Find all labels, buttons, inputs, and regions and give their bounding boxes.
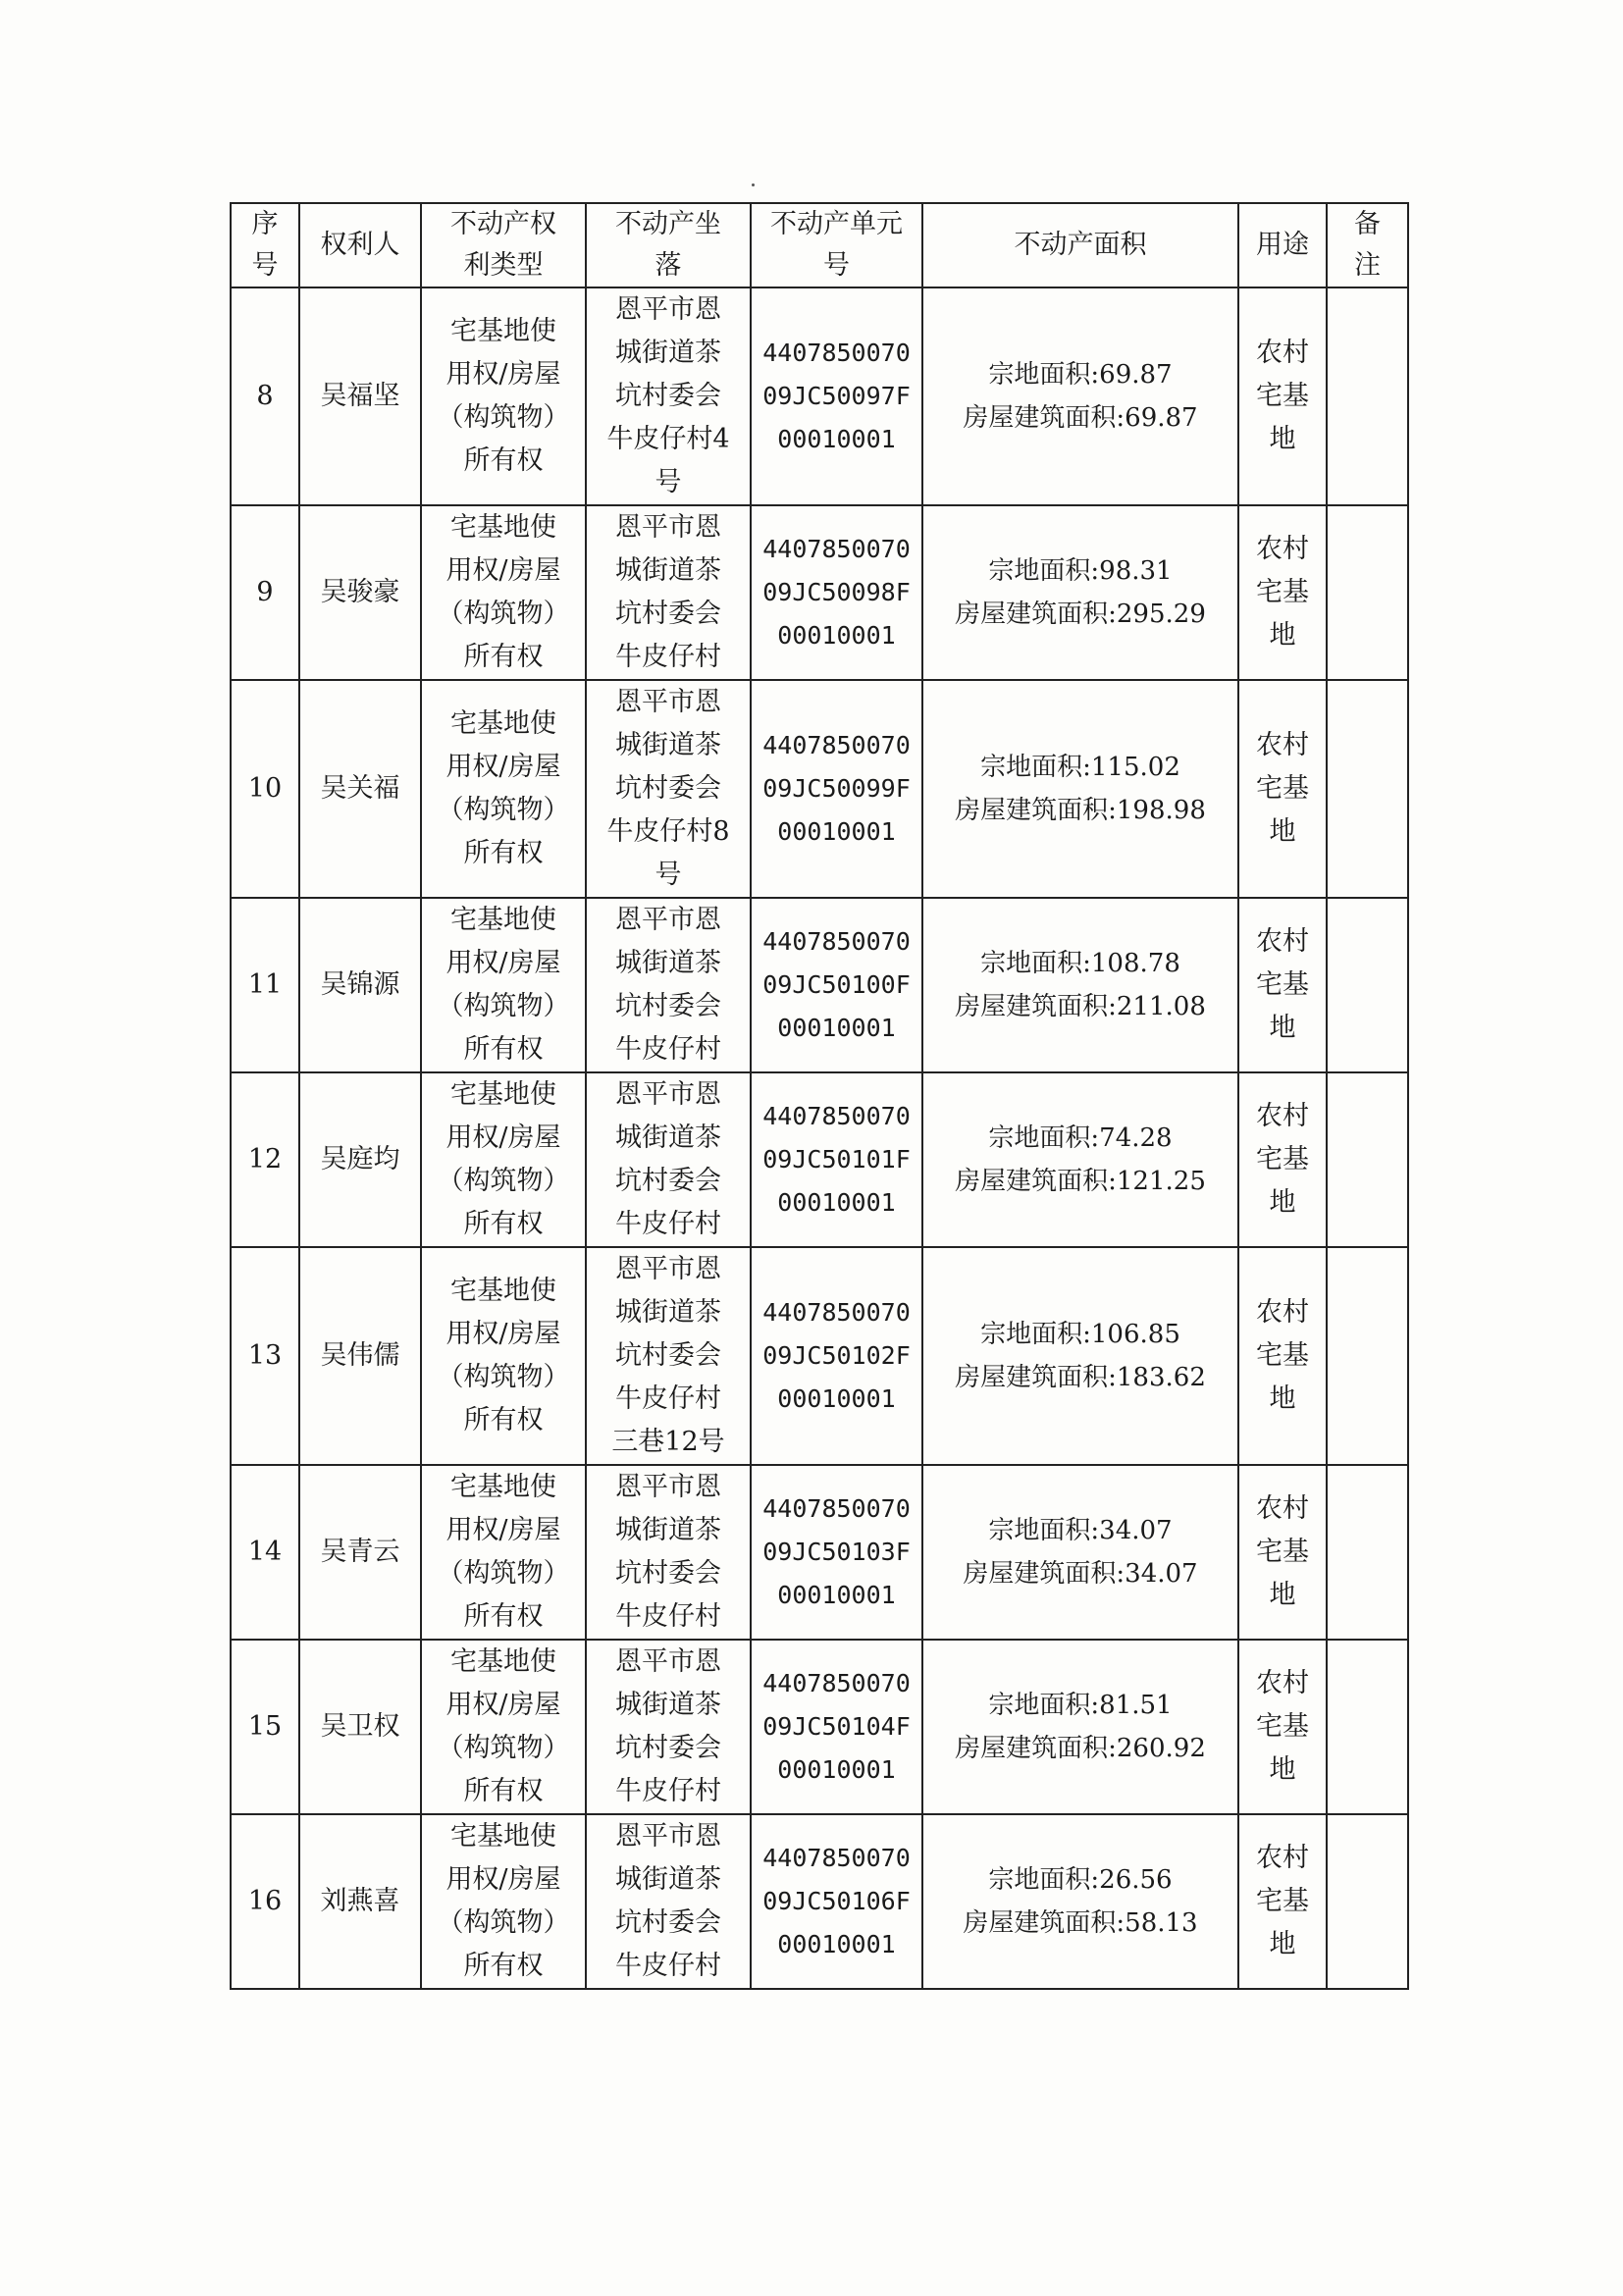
cell-note	[1327, 1072, 1408, 1247]
cell-location	[586, 1465, 751, 1640]
cell-area	[922, 1465, 1238, 1640]
cell-unit-no	[751, 1640, 922, 1814]
cell-right-type-text: 宅基地使 用权/房屋 （构筑物） 所有权	[437, 1472, 570, 1632]
cell-seq-text: 11	[247, 969, 283, 1000]
cell-right-type	[421, 1640, 586, 1814]
property-register-table	[230, 202, 1409, 1990]
table-row	[231, 680, 1408, 898]
cell-location	[586, 898, 751, 1072]
cell-right-type-text: 宅基地使 用权/房屋 （构筑物） 所有权	[437, 1646, 570, 1806]
header-seq: 序 号	[231, 203, 299, 287]
cell-location-text: 恩平市恩 城街道茶 坑村委会 牛皮仔村	[615, 1472, 721, 1632]
cell-use	[1238, 1814, 1327, 1989]
cell-use-text: 农村 宅基 地	[1256, 730, 1309, 847]
cell-owner-text: 吴卫权	[320, 1711, 400, 1742]
cell-use-text: 农村 宅基 地	[1256, 1493, 1309, 1610]
land-area-value: 宗地面积:98.31	[988, 556, 1173, 586]
cell-right-type	[421, 287, 586, 505]
cell-owner-text: 吴青云	[320, 1537, 400, 1567]
cell-location	[586, 505, 751, 680]
cell-location-text: 恩平市恩 城街道茶 坑村委会 牛皮仔村	[615, 1079, 721, 1239]
cell-area	[922, 898, 1238, 1072]
cell-note	[1327, 1247, 1408, 1465]
cell-location	[586, 1072, 751, 1247]
header-area: 不动产面积	[922, 203, 1238, 287]
cell-unit-no	[751, 505, 922, 680]
cell-location-text: 恩平市恩 城街道茶 坑村委会 牛皮仔村	[615, 1821, 721, 1981]
cell-seq	[231, 1072, 299, 1247]
cell-note	[1327, 1465, 1408, 1640]
cell-right-type	[421, 1465, 586, 1640]
cell-use-text: 农村 宅基 地	[1256, 534, 1309, 651]
cell-owner-text: 吴庭均	[320, 1144, 400, 1174]
cell-location-text: 恩平市恩 城街道茶 坑村委会 牛皮仔村8 号	[606, 687, 730, 890]
cell-seq	[231, 1465, 299, 1640]
land-area-value: 宗地面积:106.85	[980, 1320, 1180, 1349]
building-area-value: 房屋建筑面积:58.13	[963, 1908, 1198, 1938]
cell-owner	[299, 1247, 421, 1465]
cell-right-type	[421, 505, 586, 680]
cell-use-text: 农村 宅基 地	[1256, 1297, 1309, 1414]
cell-right-type	[421, 898, 586, 1072]
header-use: 用途	[1238, 203, 1327, 287]
cell-use	[1238, 1465, 1327, 1640]
table-row	[231, 1247, 1408, 1465]
cell-right-type	[421, 1247, 586, 1465]
cell-seq	[231, 1640, 299, 1814]
cell-use-text: 农村 宅基 地	[1256, 926, 1309, 1043]
cell-unit-no-text: 4407850070 09JC50104F 00010001	[762, 1669, 911, 1784]
table-row	[231, 1465, 1408, 1640]
cell-right-type	[421, 1814, 586, 1989]
cell-unit-no	[751, 1247, 922, 1465]
cell-seq	[231, 680, 299, 898]
land-area-value: 宗地面积:108.78	[980, 949, 1180, 978]
cell-note	[1327, 287, 1408, 505]
cell-right-type-text: 宅基地使 用权/房屋 （构筑物） 所有权	[437, 905, 570, 1065]
cell-unit-no-text: 4407850070 09JC50099F 00010001	[762, 731, 911, 846]
land-area-value: 宗地面积:81.51	[988, 1691, 1173, 1720]
cell-location-text: 恩平市恩 城街道茶 坑村委会 牛皮仔村	[615, 512, 721, 672]
building-area-value: 房屋建筑面积:211.08	[955, 992, 1206, 1021]
cell-owner-text: 吴锦源	[320, 969, 400, 1000]
cell-owner-text: 吴关福	[320, 773, 400, 804]
cell-unit-no	[751, 680, 922, 898]
cell-owner	[299, 1640, 421, 1814]
table-row	[231, 1814, 1408, 1989]
cell-right-type	[421, 680, 586, 898]
cell-owner-text: 吴骏豪	[320, 577, 400, 607]
cell-unit-no	[751, 1814, 922, 1989]
cell-use	[1238, 680, 1327, 898]
cell-use	[1238, 1072, 1327, 1247]
cell-use-text: 农村 宅基 地	[1256, 1843, 1309, 1959]
cell-seq-text: 9	[256, 577, 274, 607]
cell-seq-text: 10	[247, 773, 283, 804]
cell-note	[1327, 1640, 1408, 1814]
building-area-value: 房屋建筑面积:69.87	[963, 403, 1198, 433]
cell-unit-no	[751, 1465, 922, 1640]
cell-location	[586, 1814, 751, 1989]
property-register-table-wrapper	[230, 202, 1409, 1990]
cell-owner-text: 吴福坚	[320, 381, 400, 411]
cell-location-text: 恩平市恩 城街道茶 坑村委会 牛皮仔村 三巷12号	[611, 1254, 725, 1457]
cell-use	[1238, 1640, 1327, 1814]
cell-unit-no-text: 4407850070 09JC50101F 00010001	[762, 1102, 911, 1217]
cell-right-type-text: 宅基地使 用权/房屋 （构筑物） 所有权	[437, 1276, 570, 1435]
cell-owner	[299, 1072, 421, 1247]
cell-right-type-text: 宅基地使 用权/房屋 （构筑物） 所有权	[437, 1079, 570, 1239]
cell-seq-text: 14	[247, 1537, 283, 1567]
cell-location	[586, 1247, 751, 1465]
land-area-value: 宗地面积:69.87	[988, 360, 1173, 390]
cell-seq-text: 16	[247, 1886, 283, 1916]
cell-unit-no	[751, 898, 922, 1072]
table-row	[231, 1640, 1408, 1814]
building-area-value: 房屋建筑面积:183.62	[955, 1363, 1206, 1392]
cell-owner	[299, 505, 421, 680]
cell-owner	[299, 1465, 421, 1640]
cell-unit-no	[751, 287, 922, 505]
cell-note	[1327, 898, 1408, 1072]
cell-owner	[299, 1814, 421, 1989]
header-note: 备 注	[1327, 203, 1408, 287]
cell-owner	[299, 898, 421, 1072]
table-row	[231, 1072, 1408, 1247]
cell-seq	[231, 1247, 299, 1465]
building-area-value: 房屋建筑面积:121.25	[955, 1167, 1206, 1196]
cell-seq-text: 13	[247, 1340, 283, 1371]
cell-area	[922, 287, 1238, 505]
cell-area	[922, 505, 1238, 680]
cell-owner-text: 吴伟儒	[320, 1340, 400, 1371]
cell-location	[586, 680, 751, 898]
cell-seq	[231, 1814, 299, 1989]
cell-location	[586, 287, 751, 505]
cell-note	[1327, 680, 1408, 898]
land-area-value: 宗地面积:115.02	[980, 753, 1180, 782]
cell-right-type-text: 宅基地使 用权/房屋 （构筑物） 所有权	[437, 316, 570, 476]
header-right-type: 不动产权 利类型	[421, 203, 586, 287]
cell-owner	[299, 680, 421, 898]
building-area-value: 房屋建筑面积:260.92	[955, 1734, 1206, 1763]
cell-owner-text: 刘燕喜	[320, 1886, 400, 1916]
cell-right-type-text: 宅基地使 用权/房屋 （构筑物） 所有权	[437, 708, 570, 868]
header-owner: 权利人	[299, 203, 421, 287]
land-area-value: 宗地面积:34.07	[988, 1516, 1173, 1545]
cell-unit-no-text: 4407850070 09JC50098F 00010001	[762, 535, 911, 650]
cell-use-text: 农村 宅基 地	[1256, 338, 1309, 454]
cell-location-text: 恩平市恩 城街道茶 坑村委会 牛皮仔村4 号	[606, 294, 730, 497]
building-area-value: 房屋建筑面积:295.29	[955, 600, 1206, 629]
cell-area	[922, 1247, 1238, 1465]
cell-right-type-text: 宅基地使 用权/房屋 （构筑物） 所有权	[437, 1821, 570, 1981]
cell-seq	[231, 898, 299, 1072]
table-header-row	[231, 203, 1408, 287]
table-row	[231, 287, 1408, 505]
cell-area	[922, 1814, 1238, 1989]
scan-speck	[752, 183, 755, 186]
cell-unit-no-text: 4407850070 09JC50100F 00010001	[762, 927, 911, 1042]
cell-location	[586, 1640, 751, 1814]
cell-note	[1327, 505, 1408, 680]
land-area-value: 宗地面积:26.56	[988, 1865, 1173, 1895]
cell-use	[1238, 1247, 1327, 1465]
cell-unit-no	[751, 1072, 922, 1247]
cell-area	[922, 680, 1238, 898]
cell-owner	[299, 287, 421, 505]
cell-right-type-text: 宅基地使 用权/房屋 （构筑物） 所有权	[437, 512, 570, 672]
cell-seq	[231, 505, 299, 680]
cell-area	[922, 1072, 1238, 1247]
cell-location-text: 恩平市恩 城街道茶 坑村委会 牛皮仔村	[615, 1646, 721, 1806]
cell-unit-no-text: 4407850070 09JC50103F 00010001	[762, 1494, 911, 1609]
building-area-value: 房屋建筑面积:198.98	[955, 796, 1206, 825]
cell-unit-no-text: 4407850070 09JC50097F 00010001	[762, 339, 911, 453]
building-area-value: 房屋建筑面积:34.07	[963, 1559, 1198, 1589]
cell-seq	[231, 287, 299, 505]
cell-use	[1238, 505, 1327, 680]
land-area-value: 宗地面积:74.28	[988, 1123, 1173, 1153]
cell-use	[1238, 287, 1327, 505]
cell-note	[1327, 1814, 1408, 1989]
table-row	[231, 898, 1408, 1072]
header-location: 不动产坐 落	[586, 203, 751, 287]
cell-use	[1238, 898, 1327, 1072]
cell-use-text: 农村 宅基 地	[1256, 1101, 1309, 1218]
cell-right-type	[421, 1072, 586, 1247]
cell-area	[922, 1640, 1238, 1814]
cell-use-text: 农村 宅基 地	[1256, 1668, 1309, 1785]
header-unit-no: 不动产单元 号	[751, 203, 922, 287]
cell-seq-text: 15	[247, 1711, 283, 1742]
cell-location-text: 恩平市恩 城街道茶 坑村委会 牛皮仔村	[615, 905, 721, 1065]
cell-seq-text: 12	[247, 1144, 283, 1174]
table-row	[231, 505, 1408, 680]
cell-unit-no-text: 4407850070 09JC50106F 00010001	[762, 1844, 911, 1958]
cell-seq-text: 8	[256, 381, 274, 411]
cell-unit-no-text: 4407850070 09JC50102F 00010001	[762, 1298, 911, 1413]
